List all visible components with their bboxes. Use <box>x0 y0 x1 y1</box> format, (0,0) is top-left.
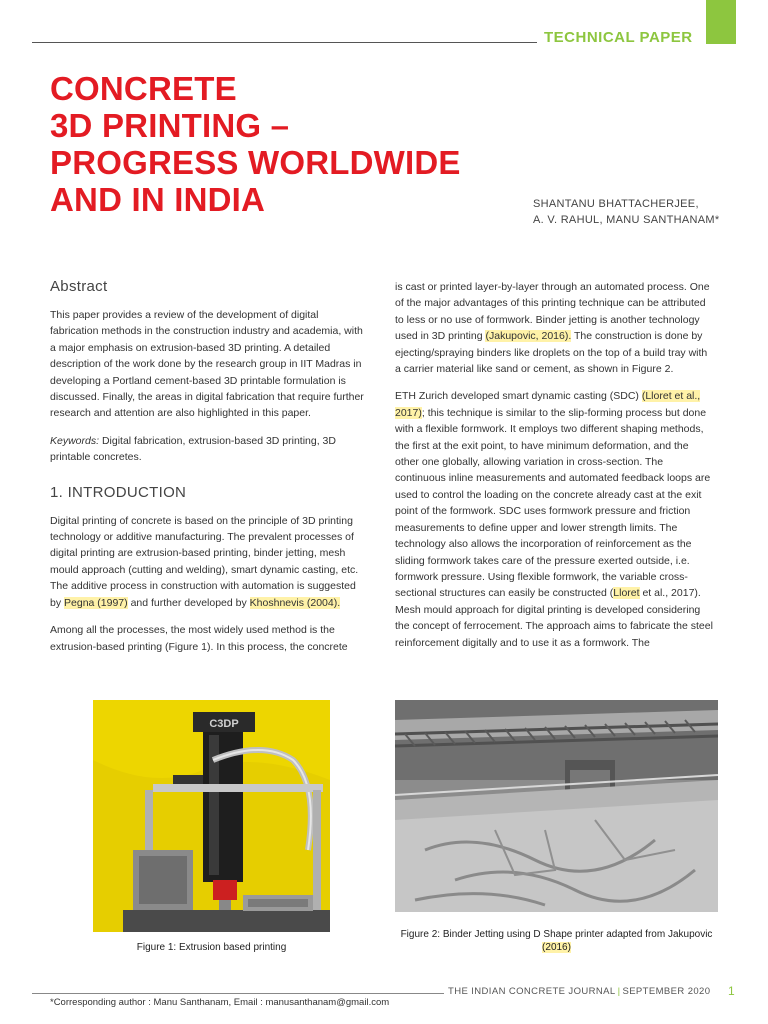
figure-2-photo <box>395 700 718 912</box>
printer-brand-label: C3DP <box>209 718 239 730</box>
author-line: SHANTANU BHATTACHERJEE, <box>533 198 699 210</box>
keywords <box>50 433 365 466</box>
header-rule <box>32 42 537 43</box>
figure-1-caption: Figure 1: Extrusion based printing <box>136 942 287 953</box>
journal-footer <box>448 986 710 997</box>
footer-rule <box>32 993 444 994</box>
figure-1-photo <box>93 700 330 932</box>
body-text: is cast or printed layer-by-layer through an automated process. One of the major advantages of this printing technique can be attributed to less or no use of formwork. Binder jetting is another technology used in 3D printing <box>395 281 710 343</box>
intro-text: Digital printing of concrete is based on the principle of 3D printing technology or additive manufacturing. The prevalent processes of digital printing are extrusion-based printing, binder jetting, mesh mould approach (cutting and welding), smart dynamic casting, etc. The additive process in construction with automation is suggested by <box>50 514 359 609</box>
body-text: ; this technique is similar to the slip-forming process but done with a flexible formwork. It employs two different shaping methods, the first at the exit point, to have minimum deformation, and the other one globally, allowing variation in cross-section. The continuous inline measurements and automated feedback loops are used to control the loading on the concrete already cast at the exit point of the formwork. SDC uses formwork pressure and friction measurements to define upper and lower strength limits. The technology also allows the incorporation of reinforcement as the sliding formwork takes care of the pressure exerted outside, i.e. formwork pressure. Using flexible formwork, the variable cross-sectional structures can easily be constructed ( <box>395 406 711 600</box>
citation-link[interactable]: Khoshnevis (2004). <box>249 596 341 609</box>
right-column <box>395 279 715 662</box>
body-paragraph <box>395 388 715 651</box>
extrusion-printer-image <box>93 700 330 932</box>
keywords-text: Digital fabrication, extrusion-based 3D printing, 3D printable concretes. <box>50 434 336 464</box>
body-paragraph <box>395 279 715 377</box>
citation-link[interactable]: (Lloret et al., 2017) <box>395 390 701 419</box>
citation-link[interactable]: (2016) <box>542 942 571 953</box>
issue-date: SEPTEMBER 2020 <box>622 986 711 997</box>
header-accent-block <box>706 0 736 44</box>
binder-jetting-image <box>395 700 718 912</box>
intro-paragraph-2: Among all the processes, the most widely used method is the extrusion-based printing (Figure 1). In this process, the concrete <box>50 624 348 653</box>
page-number: 1 <box>728 984 735 998</box>
introduction-heading: 1. INTRODUCTION <box>50 483 187 501</box>
author-line: A. V. RAHUL, MANU SANTHANAM* <box>533 214 720 226</box>
body-text: The construction is done by ejecting/spraying binders like droplets on the top of a build tray with a carrier material like sand or cement, as shown in Figure 2. <box>395 330 708 376</box>
intro-paragraph-1 <box>50 513 365 611</box>
figure-2-caption <box>395 928 718 954</box>
section-label: TECHNICAL PAPER <box>544 29 693 46</box>
citation-link[interactable]: Pegna (1997) <box>64 596 128 609</box>
abstract-text: This paper provides a review of the development of digital fabrication methods in the construction industry and academia, with a major emphasis on extrusion-based 3D printing. A detailed description of the work done by the research group in IIT Madras in developing a Portland cement-based 3D printable formulation is discussed. Finally, the areas in digital fabrication that require further research and attention are also highlighted in this paper. <box>50 309 364 420</box>
caption-text: Figure 2: Binder Jetting using D Shape printer adapted from Jakupovic <box>400 929 713 940</box>
title-line: CONCRETE <box>50 70 237 107</box>
citation-link[interactable]: Lloret <box>613 587 640 600</box>
paper-title <box>50 70 510 218</box>
keywords-label: Keywords: <box>50 434 100 447</box>
journal-name: THE INDIAN CONCRETE JOURNAL <box>448 986 616 997</box>
body-text: ETH Zurich developed smart dynamic casting (SDC) <box>395 390 642 403</box>
citation-link[interactable]: (Jakupovic, 2016). <box>485 330 572 343</box>
author-list <box>533 196 719 228</box>
intro-text: and further developed by <box>127 596 250 609</box>
abstract-heading: Abstract <box>50 278 108 295</box>
title-line: AND IN INDIA <box>50 181 266 218</box>
left-column <box>50 278 365 666</box>
title-line: 3D PRINTING – <box>50 107 290 144</box>
title-line: PROGRESS WORLDWIDE <box>50 144 461 181</box>
footer-separator: | <box>617 986 621 997</box>
corresponding-author-footnote: *Corresponding author : Manu Santhanam, Email : manusanthanam@gmail.com <box>50 997 390 1008</box>
body-text: et al., 2017). Mesh mould approach for digital printing is developed considering the concept of ferrocement. The approach aims to fabricate the steel reinforcement digitally and to use it as a formwork. The <box>395 587 713 649</box>
